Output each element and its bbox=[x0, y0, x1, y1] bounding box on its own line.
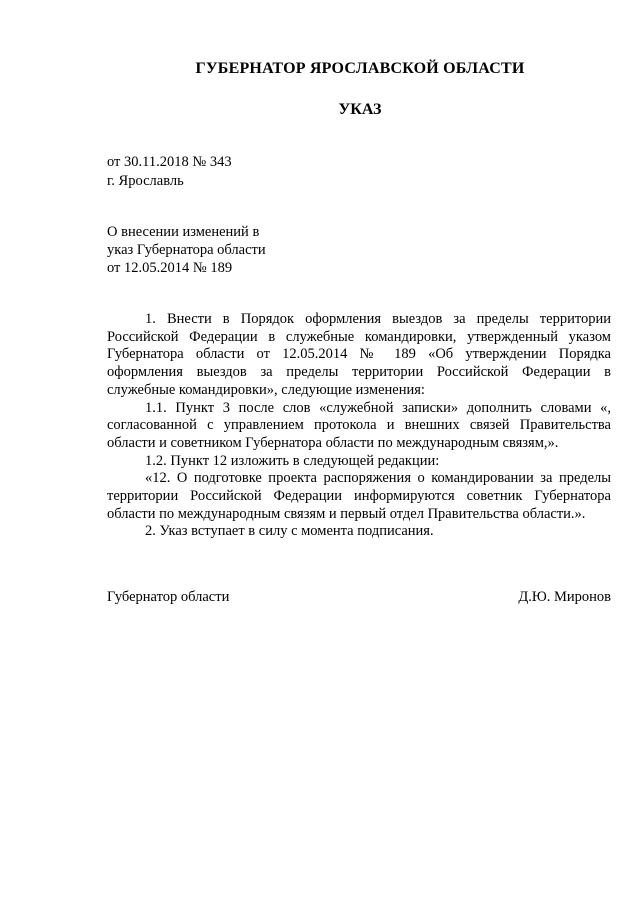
subject-line-2: указ Губернатора области bbox=[107, 242, 266, 258]
document-subject bbox=[107, 223, 266, 277]
paragraph-1-1: 1.1. Пункт 3 после слов «служебной записки» дополнить словами «, согласованной с управлением протокола и внешних связей Правительства области и советником Губернатора области по международным связям,». bbox=[107, 399, 611, 451]
document-type: УКАЗ bbox=[338, 101, 382, 118]
paragraph-1-2: 1.2. Пункт 12 изложить в следующей редакции: bbox=[145, 452, 440, 469]
signatory-name: Д.Ю. Миронов bbox=[518, 589, 611, 605]
subject-line-3: от 12.05.2014 № 189 bbox=[107, 260, 233, 276]
paragraph-1: 1. Внести в Порядок оформления выездов за пределы территории Российской Федерации в служебные командировки, утвержденный указом Губернатора области от 12.05.2014 № 189 «Об утверждении Порядка оформления выездов за пределы территории Российской Федерации в служебные командировки», следующие изменения: bbox=[107, 311, 611, 398]
date-and-number: от 30.11.2018 № 343 bbox=[107, 154, 232, 170]
document-body bbox=[107, 311, 611, 541]
issuer-title: ГУБЕРНАТОР ЯРОСЛАВСКОЙ ОБЛАСТИ bbox=[195, 60, 525, 77]
paragraph-2: 2. Указ вступает в силу с момента подписания. bbox=[145, 523, 434, 540]
signatory-position: Губернатор области bbox=[107, 589, 230, 605]
paragraph-1-2-quote: «12. О подготовке проекта распоряжения о командировании за пределы территории Российской Федерации информируются советник Губернатора области по международным связям и первый отдел Правительства области.». bbox=[107, 470, 611, 522]
city: г. Ярославль bbox=[107, 173, 184, 189]
document-meta bbox=[107, 153, 232, 191]
subject-line-1: О внесении изменений в bbox=[107, 224, 260, 240]
